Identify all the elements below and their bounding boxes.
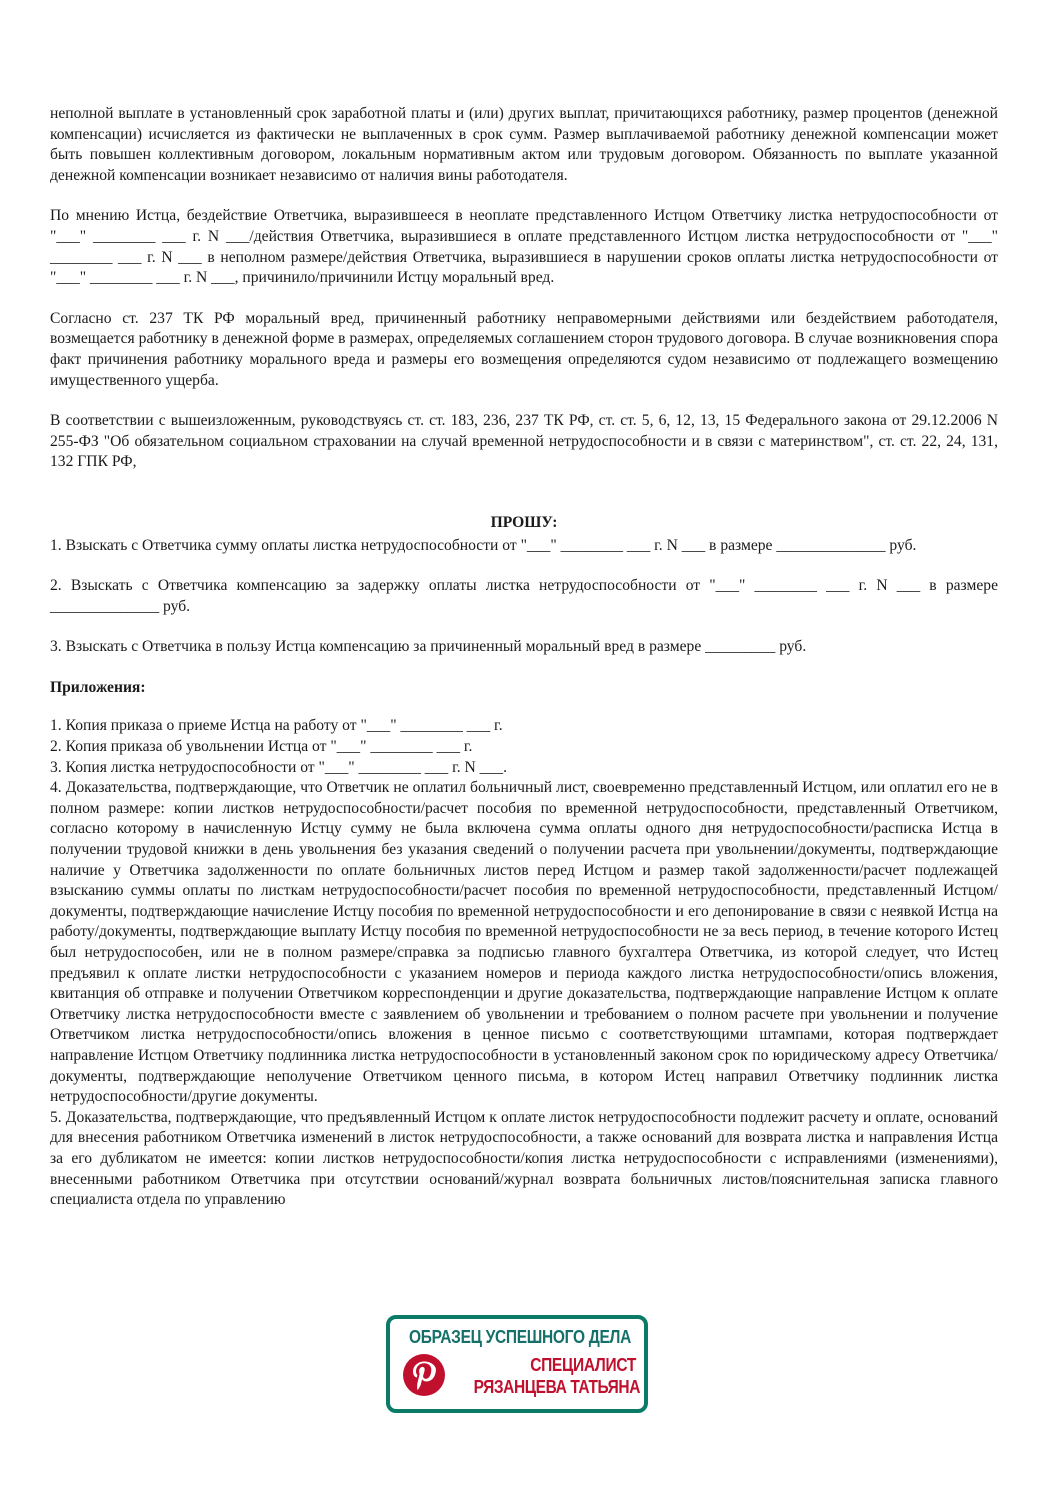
request-item-3: 3. Взыскать с Ответчика в пользу Истца компенсацию за причиненный моральный вред в размере _________ руб.: [50, 638, 807, 656]
attachments-list: [50, 716, 998, 1210]
attachment-item-5: 5. Доказательства, подтверждающие, что предъявленный Истцом к оплате листок нетрудоспособности подлежит расчету и оплате, оснований для внесения работником Ответчика изменений в листок нетрудоспособности, а также оснований для возврата листка и направления Истца за его дубликатом не имеется: копии листков нетрудоспособности/копия листка нетрудоспособности с исправлениями (изменениями), внесенными работником Ответчика при отсутствии оснований/журнал возврата больничных листов/пояснительная записка главного специалиста отдела по управлению: [50, 1108, 998, 1209]
stamp-title: ОБРАЗЕЦ УСПЕШНОГО ДЕЛА: [409, 1327, 631, 1348]
paragraph-moral-damage: Согласно ст. 237 ТК РФ моральный вред, причиненный работнику неправомерными действиями или бездействием работодателя, возмещается работнику в денежной форме в размерах, определяемых соглашением сторон трудового договора. В случае возникновения спора факт причинения работнику морального вреда и размеры его возмещения определяются судом независимо от подлежащего возмещению имущественного ущерба.: [50, 309, 998, 389]
attachments-title: Приложения:: [50, 678, 146, 696]
attachment-item-1: 1. Копия приказа о приеме Истца на работу от "___" ________ ___ г.: [50, 717, 503, 735]
request-item-2: 2. Взыскать с Ответчика компенсацию за задержку оплаты листка нетрудоспособности от "___" ________ ___ г. N ___ в размере ______________ руб.: [50, 577, 998, 615]
request-title: ПРОШУ:: [490, 513, 558, 531]
paragraph-compensation: неполной выплате в установленный срок заработной платы и (или) других выплат, причитающихся работнику, размер процентов (денежной компенсации) исчисляется из фактически не выплаченных в срок сумм. Размер выплачиваемой работнику денежной компенсации может быть повышен коллективным договором, локальным нормативным актом или трудовым договором. Обязанность по выплате указанной денежной компенсации возникает независимо от наличия вины работодателя.: [50, 105, 998, 184]
attachment-item-4: 4. Доказательства, подтверждающие, что Ответчик не оплатил больничный лист, своевременно представленный Истцом, или оплатил его не в полном размере: копии листков нетрудоспособности/расчет пособия по временной нетрудоспособности, представленный Ответчиком, согласно которому в начисленную Истцу сумму не была включена сумма оплаты одного дня нетрудоспособности/расписка Истца в получении трудовой книжки в день увольнения без указания сведений о получении расчета при увольнении/документы, подтверждающие наличие у Ответчика задолженности по оплате больничных листов перед Истцом и размер такой задолженности/расчет подлежащей взысканию суммы оплаты по листкам нетрудоспособности/расчет пособия по временной нетрудоспособности, представленный Истцом/документы, подтверждающие начисление Истцу пособия по временной нетрудоспособности и его депонирование в связи с неявкой Истца на работу/документы, подтверждающие выплату Истцу пособия по временной нетрудоспособности не за весь период, в течение которого Истец был нетрудоспособен, или не в полном размере/справка за подписью главного бухгалтера Ответчика, из которой следует, что Истец предъявил к оплате листки нетрудоспособности с указанием номеров и периода каждого листка нетрудоспособности/опись вложения, квитанция об отправке и получении Ответчиком корреспонденции и другие доказательства, подтверждающие направление Истцом к оплате Ответчику листка нетрудоспособности вместе с заявлением об увольнении и требованием о полном расчете при увольнении и получение Ответчиком листка нетрудоспособности/опись вложения в ценное письмо с соответствующими штампами, которая подтверждает направление Истцом Ответчику подлинника листка нетрудоспособности в установленный законом срок по юридическому адресу Ответчика/документы, подтверждающие неполучение Ответчиком ценного письма, в котором Истец направил Ответчику подлинник листка нетрудоспособности/другие документы.: [50, 779, 998, 1106]
document-page: [50, 104, 998, 1211]
stamp-specialist: СПЕЦИАЛИСТ: [530, 1355, 636, 1376]
attachment-item-3: 3. Копия листка нетрудоспособности от "___" ________ ___ г. N ___.: [50, 758, 507, 776]
paragraph-legal-basis: В соответствии с вышеизложенным, руководствуясь ст. ст. 183, 236, 237 ТК РФ, ст. ст. 5, 6, 12, 13, 15 Федерального закона от 29.12.2006 N 255-ФЗ "Об обязательном социальном страховании на случай временной нетрудоспособности и в связи с материнством", ст. ст. 22, 24, 131, 132 ГПК РФ,: [50, 412, 998, 471]
stamp-name: РЯЗАНЦЕВА ТАТЬЯНА: [473, 1377, 640, 1398]
attachment-item-2: 2. Копия приказа об увольнении Истца от "___" ________ ___ г.: [50, 738, 473, 756]
paragraph-plaintiff-opinion: По мнению Истца, бездействие Ответчика, выразившееся в неоплате представленного Истцом Ответчику листка нетрудоспособности от "___" ________ ___ г. N ___/действия Ответчика, выразившиеся в оплате представленного Истцом листка нетрудоспособности от "___" ________ ___ г. N ___ в неполном размере/действия Ответчика, выразившиеся в нарушении сроков оплаты листка нетрудоспособности от "___" ________ ___ г. N ___, причинило/причинили Истцу моральный вред.: [50, 207, 998, 287]
sample-stamp: [386, 1315, 648, 1413]
pinterest-icon: [402, 1353, 446, 1397]
request-item-1: 1. Взыскать с Ответчика сумму оплаты листка нетрудоспособности от "___" ________ ___ г. N ___ в размере ______________ руб.: [50, 536, 917, 554]
